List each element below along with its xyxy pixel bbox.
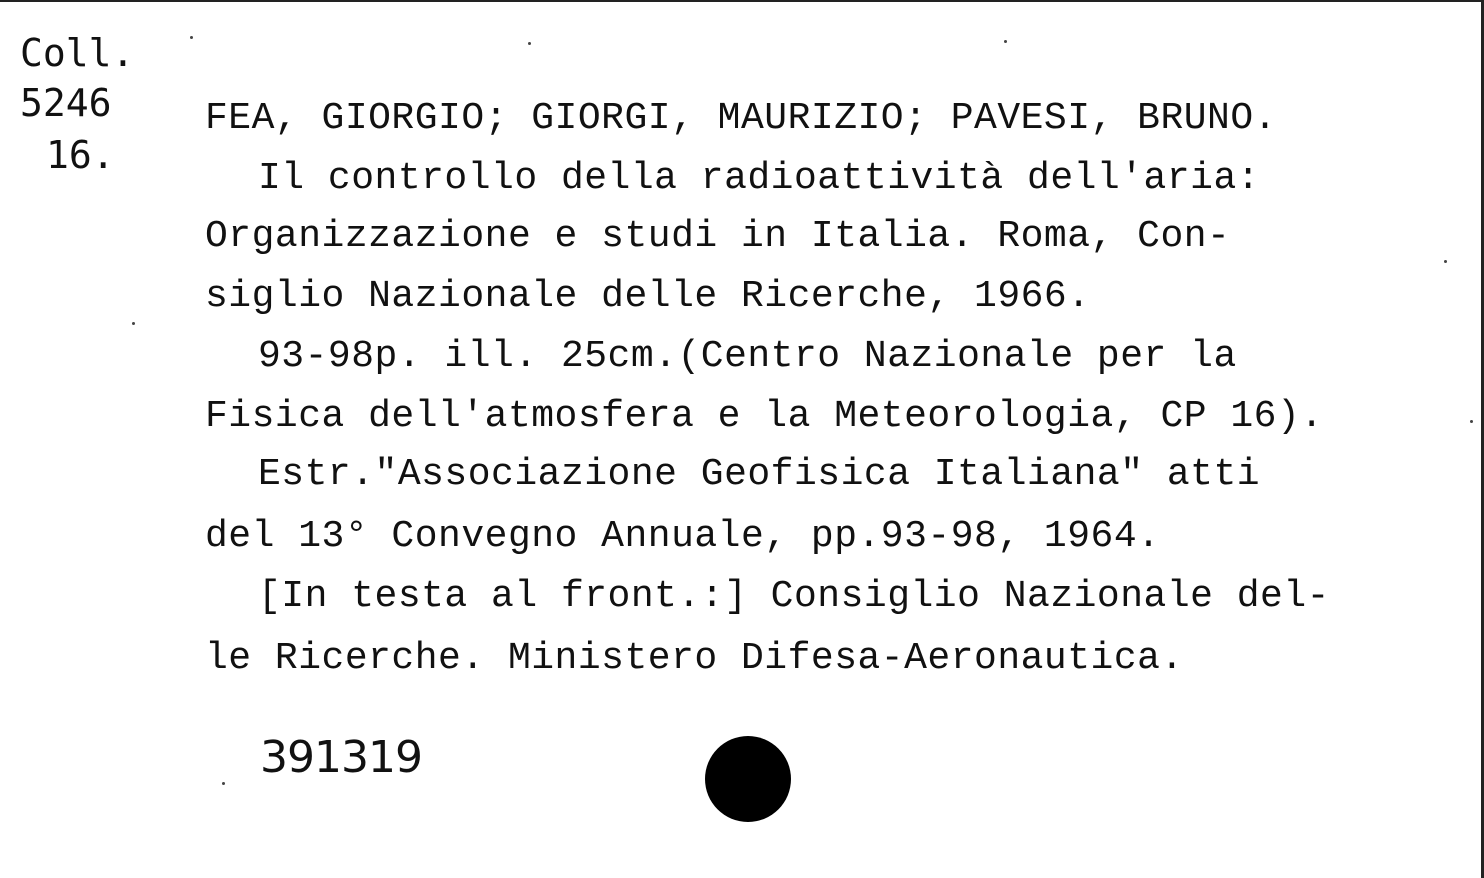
speck (1470, 420, 1473, 423)
title-line-2: Organizzazione e studi in Italia. Roma, Con- (205, 215, 1231, 258)
speck (528, 42, 531, 45)
note-2-line-1: [In testa al front.:] Consiglio Nazionale del- (258, 575, 1330, 618)
punch-hole-dot (705, 736, 791, 822)
authors-heading: FEA, GIORGIO; GIORGI, MAURIZIO; PAVESI, BRUNO. (205, 97, 1277, 140)
collation-line-1: 93-98p. ill. 25cm.(Centro Nazionale per la (258, 335, 1237, 378)
speck (132, 322, 135, 325)
note-1-line-2: del 13° Convegno Annuale, pp.93-98, 1964. (205, 515, 1161, 558)
call-number-main: 5246 (20, 81, 112, 125)
collation-line-2: Fisica dell'atmosfera e la Meteorologia, CP 16). (205, 395, 1324, 438)
speck (190, 36, 193, 39)
title-line-3: siglio Nazionale delle Ricerche, 1966. (205, 275, 1091, 318)
call-number-item: 16. (46, 133, 115, 177)
note-1-line-1: Estr."Associazione Geofisica Italiana" atti (258, 453, 1261, 496)
note-2-line-2: le Ricerche. Ministero Difesa-Aeronautica. (205, 637, 1184, 680)
accession-number: 391319 (260, 732, 422, 783)
speck (1444, 260, 1447, 263)
call-number-collection: Coll. (20, 31, 135, 75)
card-top-edge (0, 0, 1484, 2)
speck (1004, 40, 1007, 43)
title-line-1: Il controllo della radioattività dell'aria: (258, 157, 1261, 200)
speck (222, 782, 225, 785)
